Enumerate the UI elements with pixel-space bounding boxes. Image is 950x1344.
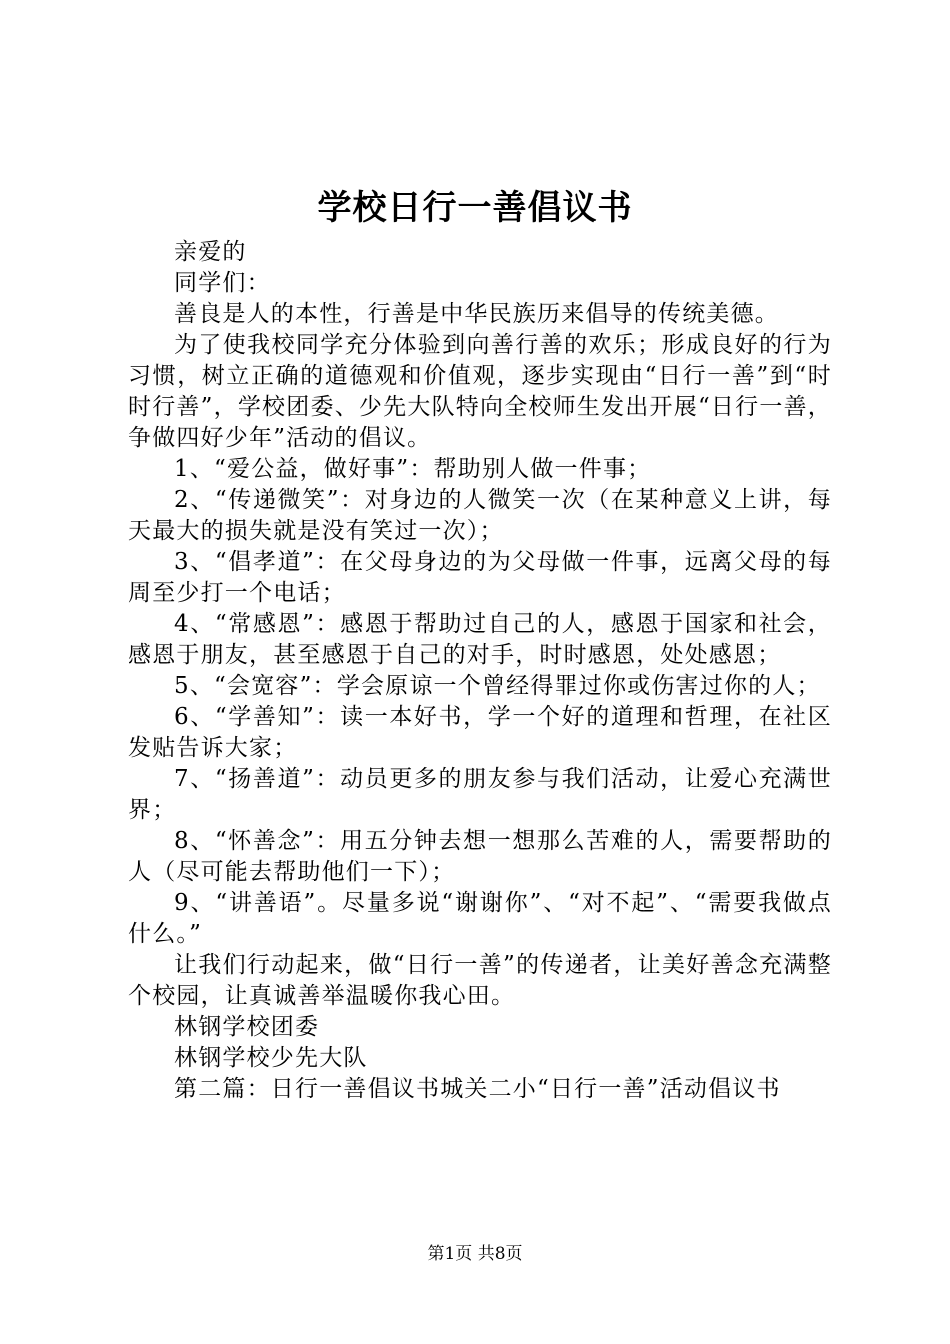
proposal-item-4: 4、“常感恩”：感恩于帮助过自己的人，感恩于国家和社会，感恩于朋友，甚至感恩于自己的对手，时时感恩，处处感恩； [128,611,832,668]
document-body [128,237,832,1105]
page-number: 第1页 共8页 [427,1244,523,1264]
proposal-item-9: 9、“讲善语”。尽量多说“谢谢你”、“对不起”、“需要我做点什么。” [128,890,832,947]
proposal-item-2: 2、“传递微笑”：对身边的人微笑一次（在某种意义上讲，每天最大的损失就是没有笑过一次）； [128,487,832,544]
document-title: 学校日行一善倡议书 [317,188,633,228]
second-article-heading: 第二篇：日行一善倡议书城关二小“日行一善”活动倡议书 [174,1076,781,1102]
closing-paragraph: 让我们行动起来，做“日行一善”的传递者，让美好善念充满整个校园，让真诚善举温暖你我心田。 [128,952,832,1009]
proposal-item-8: 8、“怀善念”：用五分钟去想一想那么苦难的人，需要帮助的人（尽可能去帮助他们一下）； [128,828,832,885]
salutation-line-2: 同学们： [174,270,271,296]
proposal-item-3: 3、“倡孝道”：在父母身边的为父母做一件事，远离父母的每周至少打一个电话； [128,549,832,606]
proposal-item-1: 1、“爱公益，做好事”：帮助别人做一件事； [174,456,652,482]
intro-paragraph: 善良是人的本性，行善是中华民族历来倡导的传统美德。 [174,301,779,327]
proposal-item-7: 7、“扬善道”：动员更多的朋友参与我们活动，让爱心充满世界； [128,766,832,823]
purpose-paragraph: 为了使我校同学充分体验到向善行善的欢乐；形成良好的行为习惯，树立正确的道德观和价值观，逐步实现由“日行一善”到“时时行善”，学校团委、少先大队特向全校师生发出开展“日行一善，争做四好少年”活动的倡议。 [128,332,832,451]
salutation-line-1: 亲爱的 [174,239,247,265]
signature-young-pioneers: 林钢学校少先大队 [174,1045,368,1071]
proposal-item-6: 6、“学善知”：读一本好书，学一个好的道理和哲理，在社区发贴告诉大家； [128,704,832,761]
signature-youth-league: 林钢学校团委 [174,1014,320,1040]
proposal-item-5: 5、“会宽容”：学会原谅一个曾经得罪过你或伤害过你的人； [174,673,821,699]
